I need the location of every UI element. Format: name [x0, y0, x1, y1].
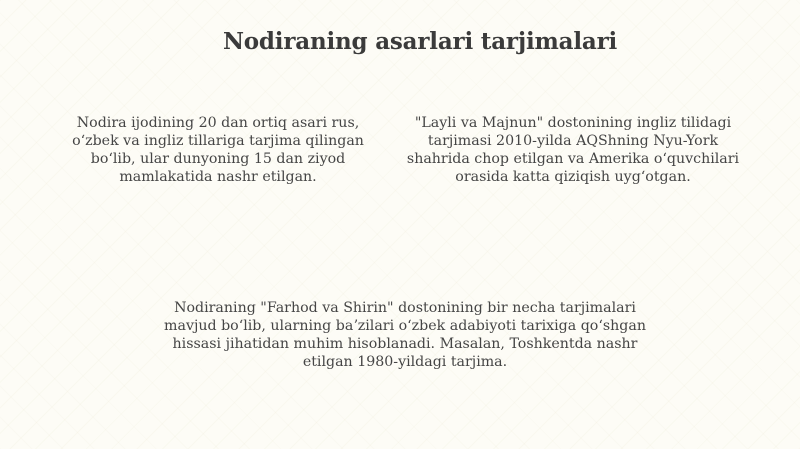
paragraph-translations-count: Nodira ijodining 20 dan ortiq asari rus, oʻzbek va ingliz tillariga tarjima qilingan boʻlib, ular dunyoning 15 dan ziyod mamlakatida nashr etilgan.: [72, 115, 364, 185]
paragraph-farhod-shirin: Nodiraning "Farhod va Shirin" dostonining bir necha tarjimalari mavjud boʻlib, ularning baʼzilari oʻzbek adabiyoti tarixiga qoʻshgan hissasi jihatidan muhim hisoblanadi. Masalan, Toshkentda nashr etilgan 1980-yildagi tarjima.: [164, 300, 646, 370]
paragraph-layli-majnun: "Layli va Majnun" dostonining ingliz tilidagi tarjimasi 2010-yilda AQShning Nyu-York shahrida chop etilgan va Amerika oʻquvchilari orasida katta qiziqish uygʻotgan.: [406, 115, 740, 185]
slide-title: Nodiraning asarlari tarjimalari: [222, 28, 618, 55]
